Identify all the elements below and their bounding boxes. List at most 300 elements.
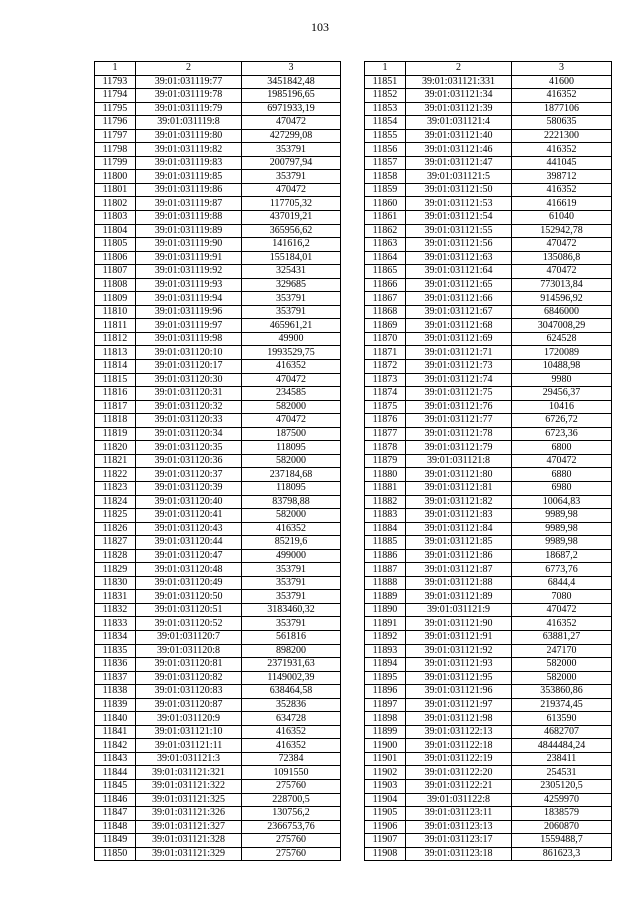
value-cell: 1877106 xyxy=(512,102,612,116)
cadastral-number-cell: 39:01:031121:68 xyxy=(406,319,512,333)
cadastral-number-cell: 39:01:031120:41 xyxy=(136,509,242,523)
row-number-cell: 11829 xyxy=(95,563,136,577)
value-cell: 1720089 xyxy=(512,346,612,360)
row-number-cell: 11796 xyxy=(95,116,136,130)
row-number-cell: 11848 xyxy=(95,820,136,834)
value-cell: 9989,98 xyxy=(512,509,612,523)
table-row xyxy=(95,793,341,807)
row-number-cell: 11818 xyxy=(95,414,136,428)
value-cell: 2221300 xyxy=(512,129,612,143)
table-row xyxy=(95,265,341,279)
table-row xyxy=(95,346,341,360)
cadastral-number-cell: 39:01:031121:85 xyxy=(406,536,512,550)
cadastral-number-cell: 39:01:031121:39 xyxy=(406,102,512,116)
row-number-cell: 11814 xyxy=(95,360,136,374)
cadastral-number-cell: 39:01:031121:9 xyxy=(406,603,512,617)
row-number-cell: 11813 xyxy=(95,346,136,360)
value-cell: 582000 xyxy=(242,400,341,414)
value-cell: 10416 xyxy=(512,400,612,414)
cadastral-number-cell: 39:01:031120:44 xyxy=(136,536,242,550)
table-row xyxy=(365,170,612,184)
row-number-cell: 11847 xyxy=(95,807,136,821)
column-header: 1 xyxy=(365,62,406,76)
cadastral-number-cell: 39:01:031121:3 xyxy=(136,752,242,766)
value-cell: 200797,94 xyxy=(242,156,341,170)
cadastral-number-cell: 39:01:031120:35 xyxy=(136,441,242,455)
row-number-cell: 11840 xyxy=(95,712,136,726)
table-row xyxy=(95,603,341,617)
cadastral-number-cell: 39:01:031120:37 xyxy=(136,468,242,482)
row-number-cell: 11853 xyxy=(365,102,406,116)
table-row xyxy=(365,698,612,712)
table-row xyxy=(95,739,341,753)
table-row xyxy=(95,454,341,468)
row-number-cell: 11852 xyxy=(365,89,406,103)
table-row xyxy=(365,116,612,130)
cadastral-number-cell: 39:01:031121:56 xyxy=(406,238,512,252)
row-number-cell: 11817 xyxy=(95,400,136,414)
column-header: 3 xyxy=(242,62,341,76)
row-number-cell: 11854 xyxy=(365,116,406,130)
row-number-cell: 11833 xyxy=(95,617,136,631)
row-number-cell: 11883 xyxy=(365,509,406,523)
cadastral-number-cell: 39:01:031122:8 xyxy=(406,793,512,807)
table-row xyxy=(365,211,612,225)
value-cell: 1149002,39 xyxy=(242,671,341,685)
value-cell: 10064,83 xyxy=(512,495,612,509)
cadastral-number-cell: 39:01:031121:74 xyxy=(406,373,512,387)
column-header: 2 xyxy=(136,62,242,76)
row-number-cell: 11893 xyxy=(365,644,406,658)
table-row xyxy=(95,495,341,509)
row-number-cell: 11881 xyxy=(365,481,406,495)
row-number-cell: 11899 xyxy=(365,725,406,739)
cadastral-number-cell: 39:01:031121:87 xyxy=(406,563,512,577)
table-row xyxy=(365,509,612,523)
row-number-cell: 11815 xyxy=(95,373,136,387)
table-row xyxy=(95,305,341,319)
value-cell: 3047008,29 xyxy=(512,319,612,333)
table-left xyxy=(94,61,341,861)
value-cell: 499000 xyxy=(242,549,341,563)
row-number-cell: 11808 xyxy=(95,278,136,292)
table-row xyxy=(95,278,341,292)
row-number-cell: 11802 xyxy=(95,197,136,211)
value-cell: 861623,3 xyxy=(512,847,612,861)
row-number-cell: 11884 xyxy=(365,522,406,536)
table-row xyxy=(365,739,612,753)
row-number-cell: 11860 xyxy=(365,197,406,211)
row-number-cell: 11858 xyxy=(365,170,406,184)
row-number-cell: 11794 xyxy=(95,89,136,103)
row-number-cell: 11903 xyxy=(365,779,406,793)
table-row xyxy=(365,495,612,509)
value-cell: 470472 xyxy=(512,265,612,279)
row-number-cell: 11869 xyxy=(365,319,406,333)
row-number-cell: 11834 xyxy=(95,630,136,644)
row-number-cell: 11892 xyxy=(365,630,406,644)
value-cell: 465961,21 xyxy=(242,319,341,333)
row-number-cell: 11906 xyxy=(365,820,406,834)
table-row xyxy=(365,156,612,170)
cadastral-number-cell: 39:01:031120:7 xyxy=(136,630,242,644)
row-number-cell: 11872 xyxy=(365,360,406,374)
table-row xyxy=(365,75,612,89)
value-cell: 9989,98 xyxy=(512,522,612,536)
table-row xyxy=(365,766,612,780)
value-cell: 7080 xyxy=(512,590,612,604)
cadastral-number-cell: 39:01:031120:48 xyxy=(136,563,242,577)
value-cell: 398712 xyxy=(512,170,612,184)
value-cell: 247170 xyxy=(512,644,612,658)
column-header: 2 xyxy=(406,62,512,76)
row-number-cell: 11900 xyxy=(365,739,406,753)
row-number-cell: 11870 xyxy=(365,332,406,346)
value-cell: 6846000 xyxy=(512,305,612,319)
row-number-cell: 11820 xyxy=(95,441,136,455)
cadastral-number-cell: 39:01:031120:47 xyxy=(136,549,242,563)
cadastral-number-cell: 39:01:031121:53 xyxy=(406,197,512,211)
row-number-cell: 11896 xyxy=(365,685,406,699)
row-number-cell: 11832 xyxy=(95,603,136,617)
cadastral-number-cell: 39:01:031121:8 xyxy=(406,454,512,468)
table-row xyxy=(365,820,612,834)
value-cell: 325431 xyxy=(242,265,341,279)
value-cell: 49900 xyxy=(242,332,341,346)
row-number-cell: 11839 xyxy=(95,698,136,712)
row-number-cell: 11801 xyxy=(95,183,136,197)
cadastral-number-cell: 39:01:031121:97 xyxy=(406,698,512,712)
row-number-cell: 11811 xyxy=(95,319,136,333)
value-cell: 4682707 xyxy=(512,725,612,739)
table-row xyxy=(95,820,341,834)
table-row xyxy=(95,509,341,523)
value-cell: 427299,08 xyxy=(242,129,341,143)
value-cell: 470472 xyxy=(242,116,341,130)
cadastral-number-cell: 39:01:031120:34 xyxy=(136,427,242,441)
row-number-cell: 11793 xyxy=(95,75,136,89)
value-cell: 85219,6 xyxy=(242,536,341,550)
table-row xyxy=(365,590,612,604)
table-row xyxy=(95,725,341,739)
value-cell: 1838579 xyxy=(512,807,612,821)
row-number-cell: 11871 xyxy=(365,346,406,360)
cadastral-number-cell: 39:01:031121:88 xyxy=(406,576,512,590)
row-number-cell: 11845 xyxy=(95,779,136,793)
table-row xyxy=(365,522,612,536)
table-row xyxy=(95,617,341,631)
table-row xyxy=(365,224,612,238)
cadastral-number-cell: 39:01:031121:55 xyxy=(406,224,512,238)
value-cell: 238411 xyxy=(512,752,612,766)
cadastral-number-cell: 39:01:031121:40 xyxy=(406,129,512,143)
cadastral-number-cell: 39:01:031121:69 xyxy=(406,332,512,346)
row-number-cell: 11863 xyxy=(365,238,406,252)
cadastral-number-cell: 39:01:031121:89 xyxy=(406,590,512,604)
value-cell: 914596,92 xyxy=(512,292,612,306)
table-row xyxy=(365,536,612,550)
value-cell: 135086,8 xyxy=(512,251,612,265)
cadastral-number-cell: 39:01:031120:82 xyxy=(136,671,242,685)
value-cell: 416619 xyxy=(512,197,612,211)
cadastral-number-cell: 39:01:031121:91 xyxy=(406,630,512,644)
cadastral-number-cell: 39:01:031122:13 xyxy=(406,725,512,739)
row-number-cell: 11844 xyxy=(95,766,136,780)
table-row xyxy=(95,332,341,346)
row-number-cell: 11876 xyxy=(365,414,406,428)
table-row xyxy=(95,779,341,793)
table-row xyxy=(95,576,341,590)
cadastral-number-cell: 39:01:031122:20 xyxy=(406,766,512,780)
cadastral-number-cell: 39:01:031121:86 xyxy=(406,549,512,563)
row-number-cell: 11859 xyxy=(365,183,406,197)
cadastral-number-cell: 39:01:031121:79 xyxy=(406,441,512,455)
row-number-cell: 11838 xyxy=(95,685,136,699)
cadastral-number-cell: 39:01:031121:325 xyxy=(136,793,242,807)
value-cell: 416352 xyxy=(512,183,612,197)
row-number-cell: 11855 xyxy=(365,129,406,143)
row-number-cell: 11827 xyxy=(95,536,136,550)
table-row xyxy=(95,170,341,184)
value-cell: 634728 xyxy=(242,712,341,726)
table-row xyxy=(365,373,612,387)
table-row xyxy=(95,590,341,604)
table-row xyxy=(95,102,341,116)
row-number-cell: 11797 xyxy=(95,129,136,143)
row-number-cell: 11849 xyxy=(95,834,136,848)
row-number-cell: 11897 xyxy=(365,698,406,712)
value-cell: 228700,5 xyxy=(242,793,341,807)
table-row xyxy=(365,143,612,157)
row-number-cell: 11819 xyxy=(95,427,136,441)
row-number-cell: 11902 xyxy=(365,766,406,780)
table-row xyxy=(365,752,612,766)
row-number-cell: 11894 xyxy=(365,658,406,672)
table-row xyxy=(95,251,341,265)
table-row xyxy=(365,671,612,685)
row-number-cell: 11835 xyxy=(95,644,136,658)
table-row xyxy=(365,712,612,726)
row-number-cell: 11842 xyxy=(95,739,136,753)
cadastral-number-cell: 39:01:031120:50 xyxy=(136,590,242,604)
value-cell: 582000 xyxy=(512,658,612,672)
value-cell: 275760 xyxy=(242,847,341,861)
table-row xyxy=(365,441,612,455)
value-cell: 275760 xyxy=(242,834,341,848)
value-cell: 6726,72 xyxy=(512,414,612,428)
cadastral-number-cell: 39:01:031121:322 xyxy=(136,779,242,793)
table-right xyxy=(364,61,612,861)
cadastral-number-cell: 39:01:031119:91 xyxy=(136,251,242,265)
cadastral-number-cell: 39:01:031119:97 xyxy=(136,319,242,333)
value-cell: 416352 xyxy=(512,617,612,631)
value-cell: 353791 xyxy=(242,563,341,577)
value-cell: 1559488,7 xyxy=(512,834,612,848)
row-number-cell: 11824 xyxy=(95,495,136,509)
table-row xyxy=(95,238,341,252)
cadastral-number-cell: 39:01:031121:34 xyxy=(406,89,512,103)
table-row xyxy=(95,549,341,563)
value-cell: 416352 xyxy=(512,143,612,157)
table-row xyxy=(365,549,612,563)
row-number-cell: 11904 xyxy=(365,793,406,807)
cadastral-number-cell: 39:01:031121:4 xyxy=(406,116,512,130)
cadastral-number-cell: 39:01:031121:331 xyxy=(406,75,512,89)
row-number-cell: 11907 xyxy=(365,834,406,848)
table-row xyxy=(365,454,612,468)
table-row xyxy=(365,238,612,252)
value-cell: 1985196,65 xyxy=(242,89,341,103)
table-row xyxy=(95,834,341,848)
cadastral-number-cell: 39:01:031123:17 xyxy=(406,834,512,848)
value-cell: 352836 xyxy=(242,698,341,712)
value-cell: 275760 xyxy=(242,779,341,793)
row-number-cell: 11850 xyxy=(95,847,136,861)
row-number-cell: 11885 xyxy=(365,536,406,550)
value-cell: 470472 xyxy=(242,183,341,197)
cadastral-number-cell: 39:01:031121:329 xyxy=(136,847,242,861)
value-cell: 561816 xyxy=(242,630,341,644)
value-cell: 353791 xyxy=(242,576,341,590)
cadastral-number-cell: 39:01:031120:9 xyxy=(136,712,242,726)
value-cell: 6844,4 xyxy=(512,576,612,590)
value-cell: 72384 xyxy=(242,752,341,766)
row-number-cell: 11798 xyxy=(95,143,136,157)
table-row xyxy=(365,265,612,279)
row-number-cell: 11889 xyxy=(365,590,406,604)
table-row xyxy=(365,332,612,346)
table-row xyxy=(365,387,612,401)
row-number-cell: 11857 xyxy=(365,156,406,170)
cadastral-number-cell: 39:01:031122:19 xyxy=(406,752,512,766)
table-row xyxy=(365,414,612,428)
value-cell: 613590 xyxy=(512,712,612,726)
value-cell: 155184,01 xyxy=(242,251,341,265)
table-row xyxy=(365,617,612,631)
row-number-cell: 11799 xyxy=(95,156,136,170)
table-row xyxy=(365,658,612,672)
value-cell: 61040 xyxy=(512,211,612,225)
row-number-cell: 11825 xyxy=(95,509,136,523)
table-row xyxy=(365,292,612,306)
row-number-cell: 11830 xyxy=(95,576,136,590)
column-header: 1 xyxy=(95,62,136,76)
cadastral-number-cell: 39:01:031121:73 xyxy=(406,360,512,374)
table-row xyxy=(95,481,341,495)
row-number-cell: 11886 xyxy=(365,549,406,563)
value-cell: 416352 xyxy=(242,522,341,536)
cadastral-number-cell: 39:01:031121:90 xyxy=(406,617,512,631)
row-number-cell: 11887 xyxy=(365,563,406,577)
value-cell: 353791 xyxy=(242,292,341,306)
table-row xyxy=(95,387,341,401)
table-row xyxy=(365,251,612,265)
column-header: 3 xyxy=(512,62,612,76)
cadastral-number-cell: 39:01:031121:50 xyxy=(406,183,512,197)
row-number-cell: 11804 xyxy=(95,224,136,238)
row-number-cell: 11816 xyxy=(95,387,136,401)
row-number-cell: 11812 xyxy=(95,332,136,346)
table-row xyxy=(365,685,612,699)
value-cell: 470472 xyxy=(512,454,612,468)
table-row xyxy=(95,847,341,861)
table-row xyxy=(95,156,341,170)
table-row xyxy=(95,752,341,766)
value-cell: 353791 xyxy=(242,305,341,319)
value-cell: 353791 xyxy=(242,590,341,604)
value-cell: 353791 xyxy=(242,617,341,631)
cadastral-number-cell: 39:01:031120:17 xyxy=(136,360,242,374)
cadastral-number-cell: 39:01:031119:93 xyxy=(136,278,242,292)
cadastral-number-cell: 39:01:031120:87 xyxy=(136,698,242,712)
value-cell: 10488,98 xyxy=(512,360,612,374)
cadastral-number-cell: 39:01:031120:10 xyxy=(136,346,242,360)
row-number-cell: 11867 xyxy=(365,292,406,306)
table-row xyxy=(95,183,341,197)
value-cell: 6880 xyxy=(512,468,612,482)
row-number-cell: 11836 xyxy=(95,658,136,672)
row-number-cell: 11878 xyxy=(365,441,406,455)
table-row xyxy=(365,305,612,319)
cadastral-number-cell: 39:01:031121:66 xyxy=(406,292,512,306)
value-cell: 416352 xyxy=(242,725,341,739)
cadastral-number-cell: 39:01:031120:43 xyxy=(136,522,242,536)
value-cell: 582000 xyxy=(512,671,612,685)
value-cell: 41600 xyxy=(512,75,612,89)
table-row xyxy=(365,793,612,807)
table-row xyxy=(365,346,612,360)
cadastral-number-cell: 39:01:031120:32 xyxy=(136,400,242,414)
table-row xyxy=(365,779,612,793)
value-cell: 6800 xyxy=(512,441,612,455)
cadastral-number-cell: 39:01:031120:33 xyxy=(136,414,242,428)
row-number-cell: 11898 xyxy=(365,712,406,726)
cadastral-number-cell: 39:01:031119:98 xyxy=(136,332,242,346)
cadastral-number-cell: 39:01:031120:8 xyxy=(136,644,242,658)
row-number-cell: 11795 xyxy=(95,102,136,116)
row-number-cell: 11905 xyxy=(365,807,406,821)
cadastral-number-cell: 39:01:031123:13 xyxy=(406,820,512,834)
cadastral-number-cell: 39:01:031120:30 xyxy=(136,373,242,387)
table-row xyxy=(95,698,341,712)
row-number-cell: 11803 xyxy=(95,211,136,225)
cadastral-number-cell: 39:01:031121:54 xyxy=(406,211,512,225)
cadastral-number-cell: 39:01:031119:77 xyxy=(136,75,242,89)
table-row xyxy=(365,834,612,848)
value-cell: 582000 xyxy=(242,509,341,523)
cadastral-number-cell: 39:01:031121:98 xyxy=(406,712,512,726)
row-number-cell: 11868 xyxy=(365,305,406,319)
cadastral-number-cell: 39:01:031120:81 xyxy=(136,658,242,672)
table-row xyxy=(365,563,612,577)
value-cell: 2060870 xyxy=(512,820,612,834)
value-cell: 29456,37 xyxy=(512,387,612,401)
table-row xyxy=(365,183,612,197)
table-row xyxy=(365,89,612,103)
value-cell: 329685 xyxy=(242,278,341,292)
table-row xyxy=(95,807,341,821)
table-row xyxy=(95,89,341,103)
cadastral-number-cell: 39:01:031121:80 xyxy=(406,468,512,482)
value-cell: 416352 xyxy=(242,360,341,374)
table-row xyxy=(95,116,341,130)
table-row xyxy=(95,319,341,333)
cadastral-number-cell: 39:01:031121:84 xyxy=(406,522,512,536)
cadastral-number-cell: 39:01:031119:80 xyxy=(136,129,242,143)
cadastral-number-cell: 39:01:031121:83 xyxy=(406,509,512,523)
cadastral-number-cell: 39:01:031122:18 xyxy=(406,739,512,753)
row-number-cell: 11826 xyxy=(95,522,136,536)
